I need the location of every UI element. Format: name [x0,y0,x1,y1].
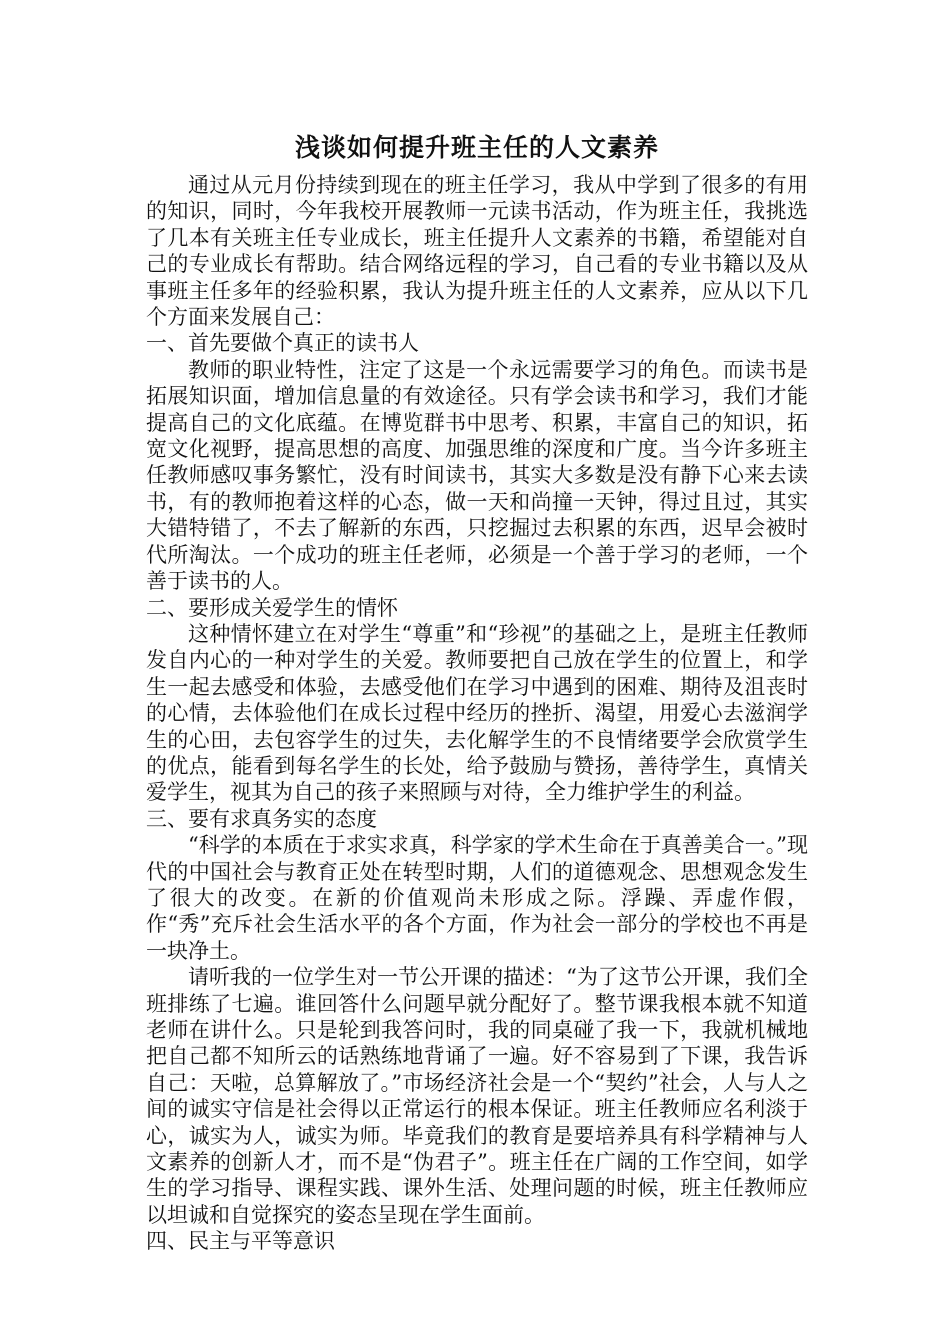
section-2-paragraph: 这种情怀建立在对学生“尊重”和“珍视”的基础之上，是班主任教师发自内心的一种对学生的关爱。教师要把自己放在学生的位置上，和学生一起去感受和体验，去感受他们在学习中遇到的困难、期待及沮丧时的心情，去体验他们在成长过程中经历的挫折、渴望，用爱心去滋润学生的心田，去包容学生的过失，去化解学生的不良情绪要学会欣赏学生的优点，能看到每名学生的长处，给予鼓励与赞扬，善待学生，真情关爱学生，视其为自己的孩子来照顾与对待，全力维护学生的利益。 [146,621,808,805]
document-title: 浅谈如何提升班主任的人文素养 [294,133,659,162]
section-4-heading: 四、民主与平等意识 [146,1229,335,1254]
section-3-paragraph-2: 请听我的一位学生对一节公开课的描述：“为了这节公开课，我们全班排练了七遍。谁回答什么问题早就分配好了。整节课我根本就不知道老师在讲什么。只是轮到我答问时，我的同桌碰了我一下，我就机械地把自己都不知所云的话熟练地背诵了一遍。好不容易到了下课，我告诉自己：天啦，总算解放了。”市场经济社会是一个“契约”社会，人与人之间的诚实守信是社会得以正常运行的根本保证。班主任教师应名利淡于心，诚实为人，诚实为师。毕竟我们的教育是要培养具有科学精神与人文素养的创新人才，而不是“伪君子”。班主任在广阔的工作空间，如学生的学习指导、课程实践、课外生活、处理问题的时候，班主任教师应以坦诚和自觉探究的姿态呈现在学生面前。 [146,965,808,1227]
section-3-heading: 三、要有求真务实的态度 [146,806,377,831]
section-1-paragraph: 教师的职业特性，注定了这是一个永远需要学习的角色。而读书是拓展知识面，增加信息量的有效途径。只有学会读书和学习，我们才能提高自己的文化底蕴。在博览群书中思考、积累，丰富自己的知识，拓宽文化视野，提高思想的高度、加强思维的深度和广度。当今许多班主任教师感叹事务繁忙，没有时间读书，其实大多数是没有静下心来去读书，有的教师抱着这样的心态，做一天和尚撞一天钟，得过且过，其实大错特错了，不去了解新的东西，只挖掘过去积累的东西，迟早会被时代所淘汰。一个成功的班主任老师，必须是一个善于学习的老师，一个善于读书的人。 [146,357,808,594]
intro-paragraph: 通过从元月份持续到现在的班主任学习，我从中学到了很多的有用的知识，同时，今年我校开展教师一元读书活动，作为班主任，我挑选了几本有关班主任专业成长，班主任提升人文素养的书籍，希望能对自己的专业成长有帮助。结合网络远程的学习，自己看的专业书籍以及从事班主任多年的经验积累，我认为提升班主任的人文素养，应从以下几个方面来发展自己： [146,173,808,330]
section-2-heading: 二、要形成关爱学生的情怀 [146,595,398,620]
document-page [146,128,808,1255]
section-3-paragraph-1: “科学的本质在于求实求真，科学家的学术生命在于真善美合一。”现代的中国社会与教育正处在转型时期，人们的道德观念、思想观念发生了很大的改变。在新的价值观尚未形成之际。浮躁、弄虚作假，作“秀”充斥社会生活水平的各个方面，作为社会一部分的学校也不再是一块净土。 [146,833,808,963]
section-1-heading: 一、首先要做个真正的读书人 [146,331,419,356]
